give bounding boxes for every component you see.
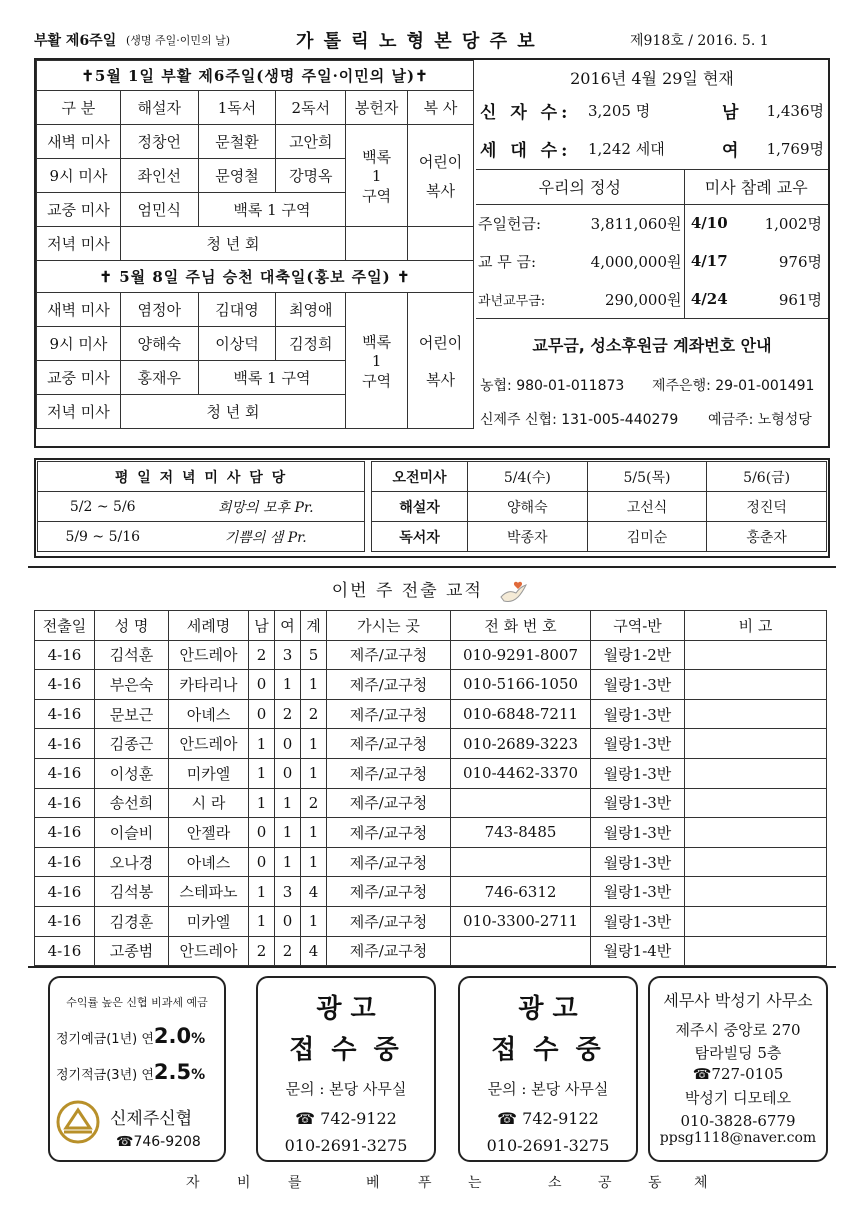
cell-baptismal-name: 아녜스 <box>169 847 249 877</box>
ad-tax-office <box>648 976 828 1162</box>
cell-female: 1 <box>275 670 301 700</box>
finance-label: 교 무 금: <box>478 252 537 271</box>
cell-female: 3 <box>275 640 301 670</box>
server-line: 어린이 <box>418 333 463 352</box>
cell-baptismal-name: 카타리나 <box>169 670 249 700</box>
cell-female: 3 <box>275 877 301 907</box>
ad-phone: 010-2691-3275 <box>284 1136 408 1155</box>
cell-destination: 제주/교구청 <box>327 877 451 907</box>
rate-value: 2.5 <box>153 1060 192 1084</box>
row-label: 새벽 미사 <box>37 293 121 327</box>
cell-male: 1 <box>249 877 275 907</box>
cell-note <box>685 788 827 818</box>
bank-name: 신제주신협 <box>110 1109 193 1129</box>
col-header: 계 <box>301 611 327 641</box>
cell-female: 1 <box>275 818 301 848</box>
cell: 양해숙 <box>468 492 588 522</box>
server-line: 어린이 <box>418 152 463 171</box>
cell-district: 월랑1-3반 <box>591 877 685 907</box>
cell-date: 4-16 <box>35 640 95 670</box>
cell: 정창언 <box>120 125 198 159</box>
attendance-date: 4/24 <box>690 290 728 308</box>
table-row <box>35 877 827 907</box>
footer-char: 소 <box>548 1175 562 1191</box>
cell-name: 김석훈 <box>95 640 169 670</box>
cell-total: 1 <box>301 758 327 788</box>
week-title: 부활 제6주일 <box>34 33 117 49</box>
cell-phone: 746-6312 <box>451 877 591 907</box>
footer-char: 비 <box>237 1175 251 1191</box>
cell-phone <box>451 788 591 818</box>
cell-female: 0 <box>275 906 301 936</box>
offering-line: 구역 <box>362 186 392 205</box>
departure-title-wrap <box>0 576 860 605</box>
cell-total: 4 <box>301 936 327 966</box>
cell-phone: 010-5166-1050 <box>451 670 591 700</box>
account-line: 제주은행: 29-01-001491 <box>652 378 815 394</box>
cell-phone: 010-4462-3370 <box>451 758 591 788</box>
footer-char: 는 <box>468 1175 482 1191</box>
row-label: 새벽 미사 <box>37 125 121 159</box>
cell-baptismal-name: 미카엘 <box>169 906 249 936</box>
cell-total: 1 <box>301 670 327 700</box>
cell-female: 2 <box>275 936 301 966</box>
tax-email: ppsg1118@naver.com <box>659 1130 817 1146</box>
cell: 김미순 <box>587 522 707 552</box>
cell: 백록 1 구역 <box>198 193 346 227</box>
group: 기쁨의 샘 Pr. <box>168 522 365 552</box>
cell-destination: 제주/교구청 <box>327 936 451 966</box>
attendance-count: 1,002명 <box>764 214 822 233</box>
cell-destination: 제주/교구청 <box>327 670 451 700</box>
footer-char: 동 <box>648 1175 662 1191</box>
evening-title: 평 일 저 녁 미 사 담 당 <box>38 462 365 492</box>
believers-label: 신 자 수: <box>480 103 572 123</box>
male-value: 1,436명 <box>766 102 824 120</box>
cell-date: 4-16 <box>35 788 95 818</box>
cell-district: 월랑1-3반 <box>591 758 685 788</box>
bank-line1 <box>56 1024 205 1048</box>
cell-total: 2 <box>301 788 327 818</box>
cell-female: 0 <box>275 729 301 759</box>
cell-date: 4-16 <box>35 847 95 877</box>
footer-char: 공 <box>598 1175 612 1191</box>
ad-credit-union <box>48 976 226 1162</box>
finance-title: 우리의 정성 <box>476 170 684 204</box>
cell-total: 5 <box>301 640 327 670</box>
col-header: 구 분 <box>37 91 121 125</box>
cell-district: 월랑1-3반 <box>591 699 685 729</box>
cell-note <box>685 936 827 966</box>
col-header: 성 명 <box>95 611 169 641</box>
ad-phone: ☎ 742-9122 <box>295 1109 397 1128</box>
account-line: 예금주: 노형성당 <box>708 412 812 428</box>
offering-cell <box>346 293 408 429</box>
offering-line: 1 <box>371 351 382 370</box>
departure-table <box>34 610 827 966</box>
ad-contact: 문의 : 본당 사무실 <box>285 1080 407 1098</box>
table-row <box>35 758 827 788</box>
stats-panel <box>476 60 828 170</box>
cell-male: 0 <box>249 847 275 877</box>
cell-name: 이성훈 <box>95 758 169 788</box>
cell-district: 월랑1-3반 <box>591 818 685 848</box>
col-header: 봉헌자 <box>346 91 408 125</box>
cell-destination: 제주/교구청 <box>327 906 451 936</box>
cell-male: 1 <box>249 788 275 818</box>
finance-label: 과년교무금: <box>478 293 546 309</box>
cell-name: 부은숙 <box>95 670 169 700</box>
rate-label: 정기예금(1년) 연 <box>56 1032 154 1047</box>
cell-name: 김경훈 <box>95 906 169 936</box>
cell-phone: 743-8485 <box>451 818 591 848</box>
cell: 홍재우 <box>120 361 198 395</box>
ad-space-1 <box>256 976 436 1162</box>
cell: 좌인선 <box>120 159 198 193</box>
attendance-date: 4/17 <box>690 252 728 270</box>
footer-char: 를 <box>288 1175 302 1191</box>
stats-date: 2016년 4월 29일 현재 <box>570 69 734 88</box>
cell-male: 1 <box>249 729 275 759</box>
cell-male: 0 <box>249 699 275 729</box>
cell-note <box>685 729 827 759</box>
cell-note <box>685 699 827 729</box>
ad-subtitle: 접 수 중 <box>491 1035 605 1065</box>
ad-title: 광 고 <box>316 994 376 1024</box>
cell-district: 월랑1-3반 <box>591 729 685 759</box>
cell-female: 0 <box>275 758 301 788</box>
cell-name: 송선희 <box>95 788 169 818</box>
cell: 양해숙 <box>120 327 198 361</box>
account-title: 교무금, 성소후원금 계좌번호 안내 <box>532 336 772 355</box>
cell-phone <box>451 847 591 877</box>
server-line: 복사 <box>426 370 456 389</box>
cell-destination: 제주/교구청 <box>327 758 451 788</box>
cell-baptismal-name: 아녜스 <box>169 699 249 729</box>
col-header: 전 화 번 호 <box>451 611 591 641</box>
cell: 문영철 <box>198 159 276 193</box>
col-header: 여 <box>275 611 301 641</box>
footer-char: 체 <box>694 1175 708 1191</box>
row-label: 교중 미사 <box>37 193 121 227</box>
table-row <box>35 788 827 818</box>
cell: 청 년 회 <box>120 227 345 261</box>
mass-schedule-may1 <box>36 60 474 429</box>
cell-phone: 010-6848-7211 <box>451 699 591 729</box>
ad-subtitle: 접 수 중 <box>289 1035 403 1065</box>
issue-number: 제918호 / 2016. 5. 1 <box>630 33 769 49</box>
cell-male: 2 <box>249 640 275 670</box>
cell-date: 4-16 <box>35 729 95 759</box>
date: 5/6(금) <box>707 462 827 492</box>
cell-date: 4-16 <box>35 670 95 700</box>
cell-male: 1 <box>249 758 275 788</box>
evening-mass-table <box>37 461 365 552</box>
bank-tagline: 수익률 높은 신협 비과세 예금 <box>66 996 208 1009</box>
col-header: 해설자 <box>120 91 198 125</box>
cell-note <box>685 906 827 936</box>
table-row <box>35 699 827 729</box>
cell-note <box>685 877 827 907</box>
cell-note <box>685 847 827 877</box>
cell-destination: 제주/교구청 <box>327 640 451 670</box>
cell-destination: 제주/교구청 <box>327 729 451 759</box>
morning-mass-table <box>371 461 827 552</box>
cell-baptismal-name: 미카엘 <box>169 758 249 788</box>
tax-title: 세무사 박성기 사무소 <box>663 991 813 1010</box>
morning-title: 오전미사 <box>372 462 468 492</box>
cell: 문철환 <box>198 125 276 159</box>
table-row <box>35 936 827 966</box>
col-header: 비 고 <box>685 611 827 641</box>
cell-phone: 010-3300-2711 <box>451 906 591 936</box>
blank <box>408 227 474 261</box>
table-row <box>35 906 827 936</box>
cell-district: 월랑1-3반 <box>591 906 685 936</box>
ad-phone: 010-2691-3275 <box>486 1136 610 1155</box>
cell: 김대영 <box>198 293 276 327</box>
bank-phone: ☎746-9208 <box>116 1134 201 1150</box>
cell-total: 4 <box>301 877 327 907</box>
cell-name: 오나경 <box>95 847 169 877</box>
cell-baptismal-name: 스테파노 <box>169 877 249 907</box>
server-cell <box>408 293 474 429</box>
male-label: 남 <box>722 103 743 123</box>
tax-address: 제주시 중앙로 270 <box>675 1021 801 1039</box>
cell: 엄민식 <box>120 193 198 227</box>
cell-date: 4-16 <box>35 906 95 936</box>
role: 해설자 <box>372 492 468 522</box>
offering-line: 백록 <box>362 147 392 166</box>
period: 5/2 ~ 5/6 <box>38 492 168 522</box>
tax-phone: ☎727-0105 <box>692 1065 784 1083</box>
cell: 고선식 <box>587 492 707 522</box>
server-cell <box>408 125 474 227</box>
cell-female: 1 <box>275 788 301 818</box>
week-subtitle: (생명 주일·이민의 날) <box>126 34 231 47</box>
cell-total: 1 <box>301 729 327 759</box>
offering-line: 백록 <box>362 332 392 351</box>
finance-label: 주일헌금: <box>478 214 542 233</box>
mass2-title: ✝ 5월 8일 주님 승천 대축일(홍보 주일) ✝ <box>37 261 474 293</box>
cell-date: 4-16 <box>35 936 95 966</box>
cell-name: 김석봉 <box>95 877 169 907</box>
cell-destination: 제주/교구청 <box>327 818 451 848</box>
col-header: 2독서 <box>276 91 346 125</box>
cell-note <box>685 640 827 670</box>
cell-total: 2 <box>301 699 327 729</box>
ad-space-2 <box>458 976 638 1162</box>
table-row <box>35 670 827 700</box>
cell-name: 이슬비 <box>95 818 169 848</box>
col-header: 전출일 <box>35 611 95 641</box>
footer-char: 베 <box>366 1175 380 1191</box>
col-header: 남 <box>249 611 275 641</box>
cell-phone: 010-9291-8007 <box>451 640 591 670</box>
cell-name: 김종근 <box>95 729 169 759</box>
table-row <box>35 847 827 877</box>
finance-value: 4,000,000원 <box>576 242 684 280</box>
date: 5/5(목) <box>587 462 707 492</box>
attendance-title: 미사 참례 교우 <box>684 170 828 204</box>
row-label: 교중 미사 <box>37 361 121 395</box>
table-row <box>35 818 827 848</box>
ad-title: 광 고 <box>518 994 578 1024</box>
finance-table <box>476 170 828 318</box>
cell: 김정희 <box>276 327 346 361</box>
households-value: 1,242 세대 <box>588 140 665 158</box>
cell: 고안희 <box>276 125 346 159</box>
group: 희망의 모후 Pr. <box>168 492 365 522</box>
tax-name: 박성기 디모테오 <box>684 1089 792 1107</box>
finance-value: 3,811,060원 <box>576 204 684 242</box>
cell-note <box>685 758 827 788</box>
cell-district: 월랑1-3반 <box>591 670 685 700</box>
cell: 청 년 회 <box>120 395 345 429</box>
cell-district: 월랑1-4반 <box>591 936 685 966</box>
offering-cell <box>346 125 408 227</box>
departure-rows <box>35 640 827 966</box>
pct: % <box>191 1067 206 1083</box>
cell-date: 4-16 <box>35 877 95 907</box>
col-header: 세례명 <box>169 611 249 641</box>
finance-value: 290,000원 <box>576 280 684 318</box>
tax-mobile: 010-3828-6779 <box>680 1112 796 1130</box>
cell-name: 문보근 <box>95 699 169 729</box>
col-header: 복 사 <box>408 91 474 125</box>
cell: 염정아 <box>120 293 198 327</box>
cell: 홍춘자 <box>707 522 827 552</box>
cell-name: 고종범 <box>95 936 169 966</box>
cell-destination: 제주/교구청 <box>327 788 451 818</box>
cell-baptismal-name: 안드레아 <box>169 936 249 966</box>
date: 5/4(수) <box>468 462 588 492</box>
attendance-count: 976명 <box>778 252 822 271</box>
cell: 박종자 <box>468 522 588 552</box>
attendance-date: 4/10 <box>690 214 728 233</box>
cell-baptismal-name: 시 라 <box>169 788 249 818</box>
account-line: 신제주 신협: 131-005-440279 <box>480 412 679 428</box>
cell: 이상덕 <box>198 327 276 361</box>
offering-line: 구역 <box>362 371 392 390</box>
cell-baptismal-name: 안드레아 <box>169 729 249 759</box>
cell-male: 2 <box>249 936 275 966</box>
cell-total: 1 <box>301 818 327 848</box>
cell-total: 1 <box>301 847 327 877</box>
cell-district: 월랑1-2반 <box>591 640 685 670</box>
table-row <box>35 729 827 759</box>
cell-female: 2 <box>275 699 301 729</box>
dove-icon <box>498 579 528 605</box>
bulletin-title: 가 톨 릭 노 형 본 당 주 보 <box>296 31 537 52</box>
cell: 백록 1 구역 <box>198 361 346 395</box>
col-header: 1독서 <box>198 91 276 125</box>
cell-male: 1 <box>249 906 275 936</box>
cell-baptismal-name: 안드레아 <box>169 640 249 670</box>
credit-union-logo-icon <box>56 1100 100 1144</box>
bank-line2 <box>56 1060 205 1084</box>
role: 독서자 <box>372 522 468 552</box>
cell-note <box>685 670 827 700</box>
offering-line: 1 <box>371 166 382 185</box>
ad-phone: ☎ 742-9122 <box>497 1109 599 1128</box>
row-label: 저녁 미사 <box>37 395 121 429</box>
cell-destination: 제주/교구청 <box>327 847 451 877</box>
cell-date: 4-16 <box>35 818 95 848</box>
pct: % <box>191 1031 206 1047</box>
cell: 정진덕 <box>707 492 827 522</box>
attendance-count: 961명 <box>778 290 822 309</box>
cell: 강명옥 <box>276 159 346 193</box>
row-label: 저녁 미사 <box>37 227 121 261</box>
footer-char: 푸 <box>418 1175 432 1191</box>
account-info <box>476 318 828 446</box>
cell-destination: 제주/교구청 <box>327 699 451 729</box>
believers-value: 3,205 명 <box>588 102 651 120</box>
rate-value: 2.0 <box>153 1024 192 1048</box>
rate-label: 정기적금(3년) 연 <box>56 1068 154 1083</box>
account-line: 농협: 980-01-011873 <box>480 378 625 394</box>
server-line: 복사 <box>426 181 456 200</box>
cell-total: 1 <box>301 906 327 936</box>
page-header <box>34 30 830 54</box>
cell-district: 월랑1-3반 <box>591 847 685 877</box>
row-label: 9시 미사 <box>37 159 121 193</box>
cell-phone: 010-2689-3223 <box>451 729 591 759</box>
female-label: 여 <box>722 141 743 161</box>
cell-date: 4-16 <box>35 699 95 729</box>
cell-phone <box>451 936 591 966</box>
cell-female: 1 <box>275 847 301 877</box>
row-label: 9시 미사 <box>37 327 121 361</box>
departure-title: 이번 주 전출 교적 <box>331 581 483 601</box>
female-value: 1,769명 <box>766 140 824 158</box>
period: 5/9 ~ 5/16 <box>38 522 168 552</box>
cell-baptismal-name: 안젤라 <box>169 818 249 848</box>
cell-date: 4-16 <box>35 758 95 788</box>
blank <box>346 227 408 261</box>
cell-male: 0 <box>249 818 275 848</box>
mass1-title: ✝5월 1일 부활 제6주일(생명 주일·이민의 날)✝ <box>37 61 474 91</box>
cell-male: 0 <box>249 670 275 700</box>
tax-address: 탐라빌딩 5층 <box>694 1044 782 1062</box>
col-header: 구역-반 <box>591 611 685 641</box>
footer-char: 자 <box>186 1175 200 1191</box>
cell-note <box>685 818 827 848</box>
households-label: 세 대 수: <box>480 141 572 161</box>
cell-district: 월랑1-3반 <box>591 788 685 818</box>
ad-contact: 문의 : 본당 사무실 <box>487 1080 609 1098</box>
cell: 최영애 <box>276 293 346 327</box>
table-row <box>35 640 827 670</box>
col-header: 가시는 곳 <box>327 611 451 641</box>
